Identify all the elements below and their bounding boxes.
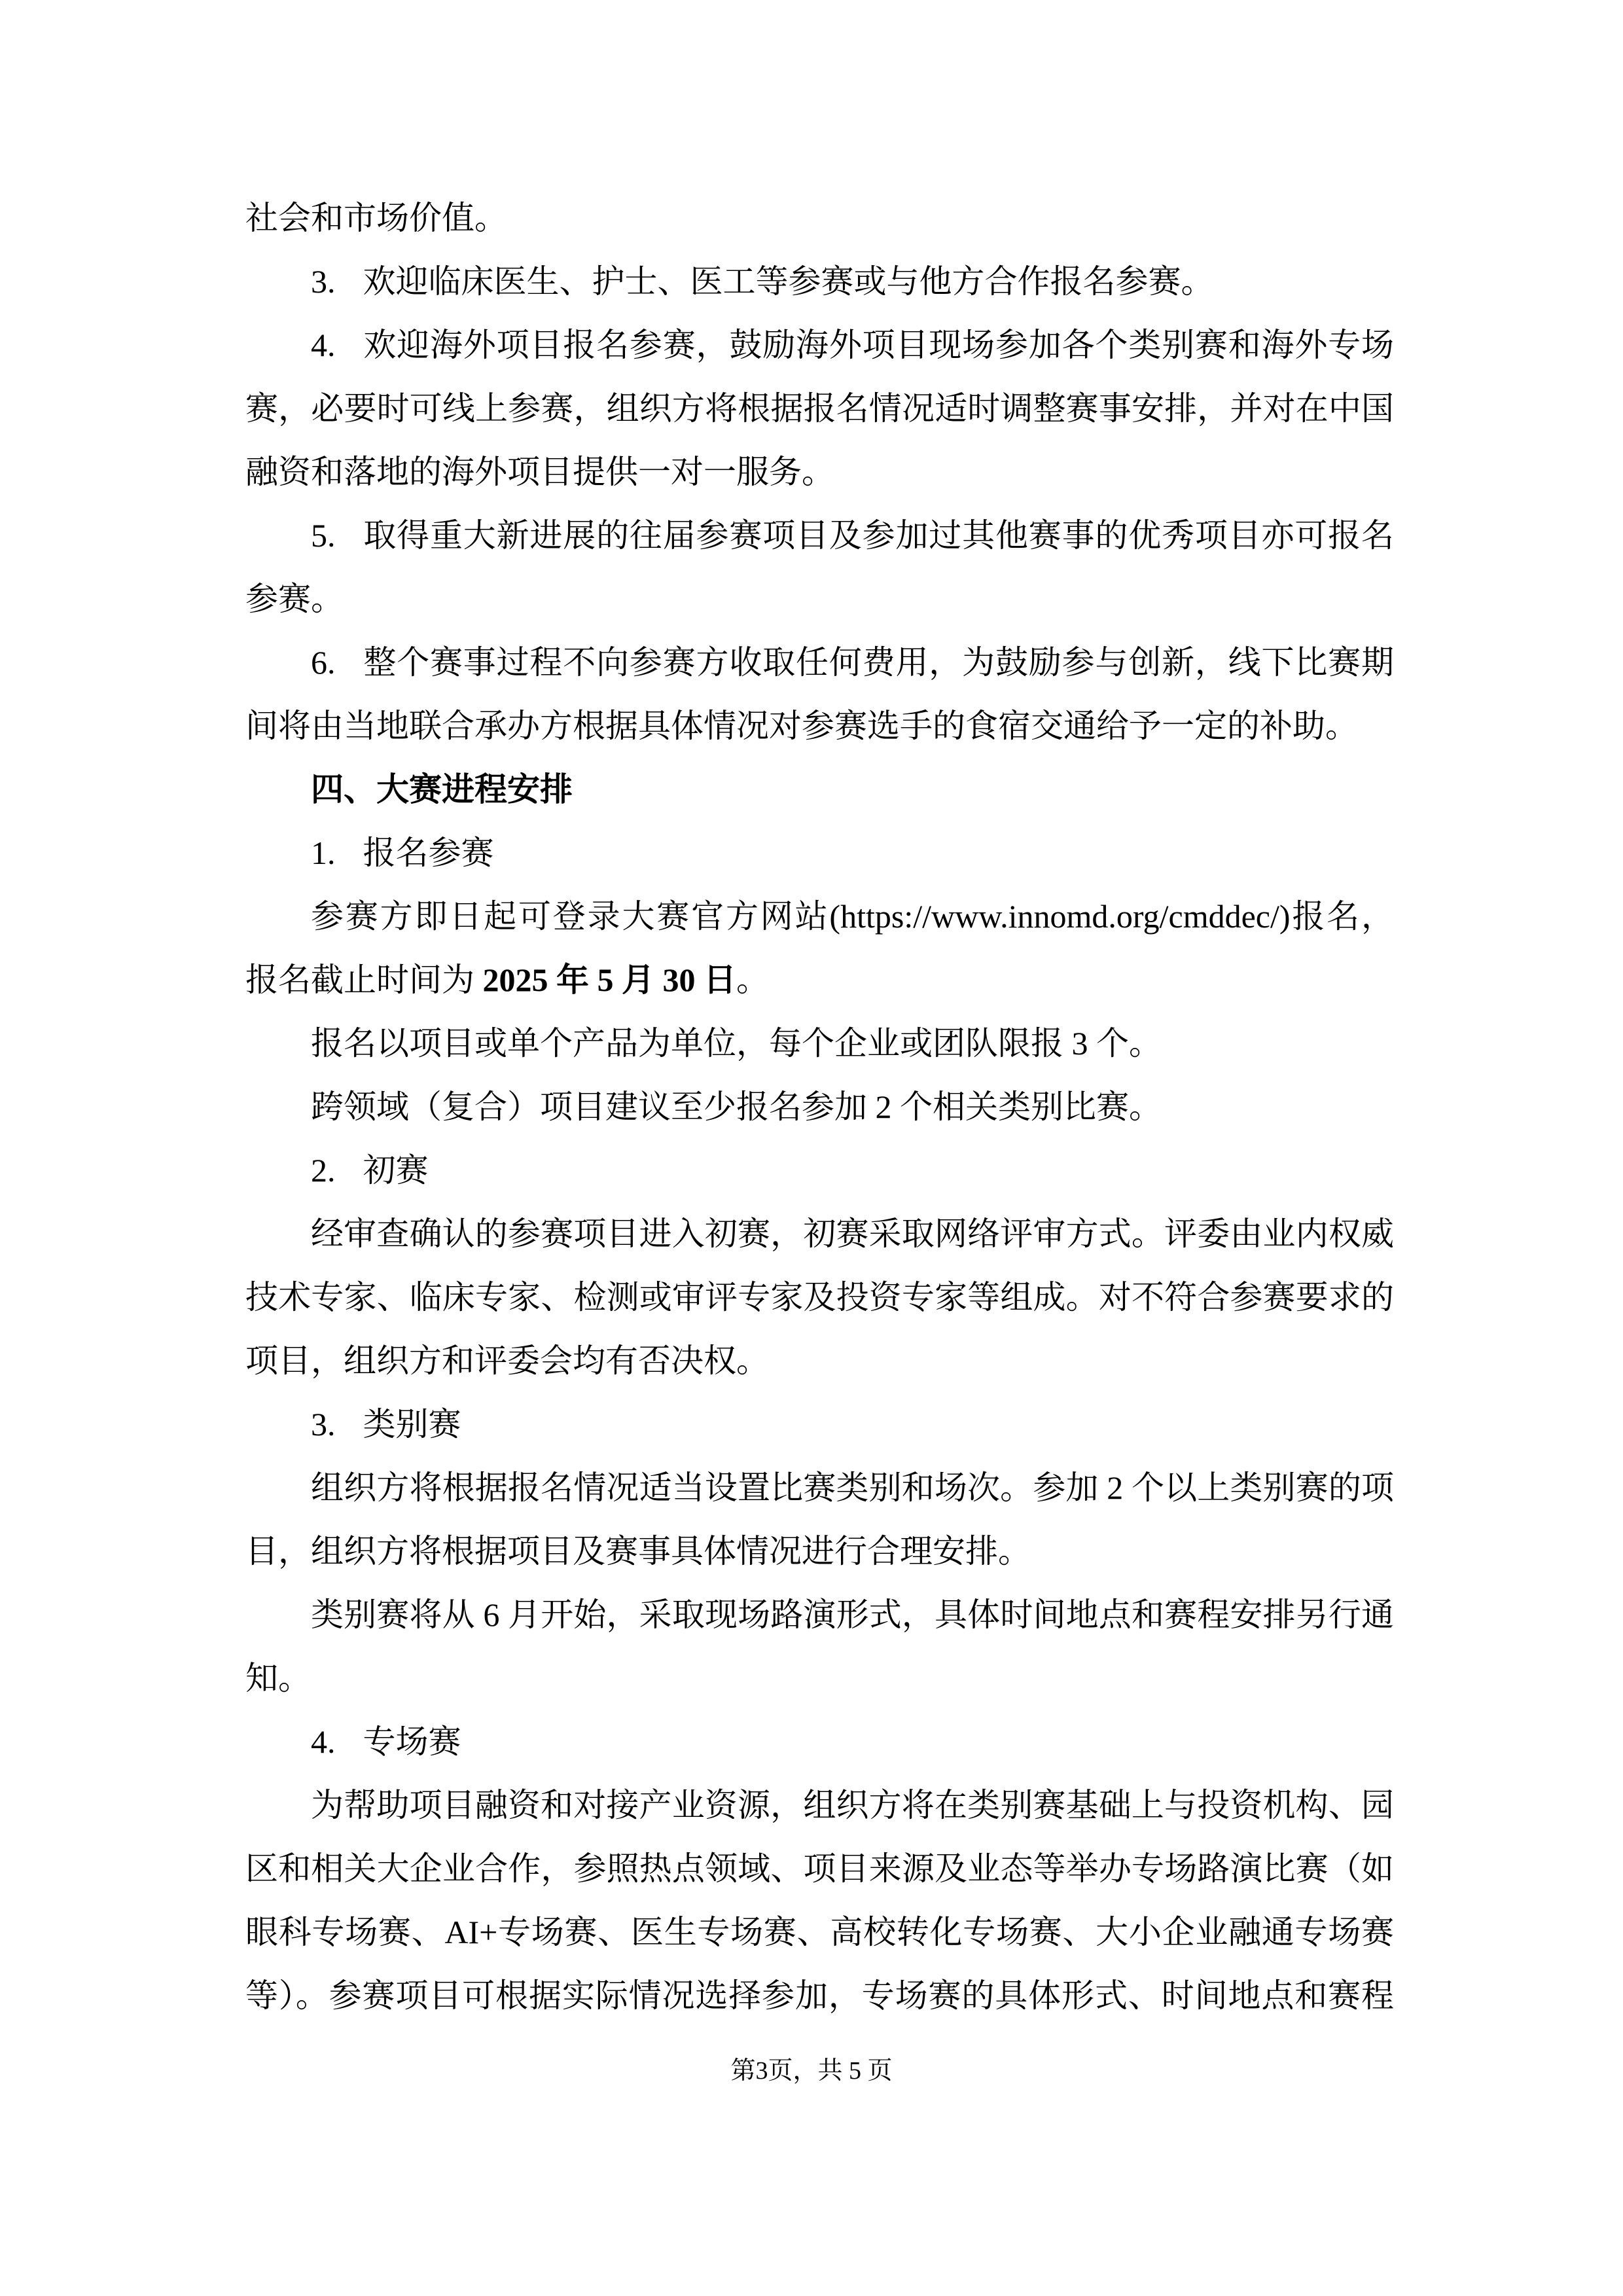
item-number: 6. — [311, 644, 336, 681]
body-line: 社会和市场价值。 — [245, 200, 507, 236]
deadline-prefix: 报名截止时间为 — [245, 961, 483, 998]
item-number: 1. — [311, 834, 336, 871]
body-line: 技术专家、临床专家、检测或审评专家及投资专家等组成。对不符合参赛要求的 — [245, 1279, 1394, 1316]
body-line: 报名以项目或单个产品为单位，每个企业或团队限报 3 个。 — [311, 1025, 1162, 1062]
numbered-item — [245, 504, 1394, 567]
item-text: 取得重大新进展的往届参赛项目及参加过其他赛事的优秀项目亦可报名 — [363, 517, 1394, 554]
item-text: 初赛 — [363, 1152, 429, 1189]
item-number: 5. — [311, 517, 336, 554]
item-text: 欢迎海外项目报名参赛，鼓励海外项目现场参加各个类别赛和海外专场 — [363, 327, 1394, 363]
numbered-subheading — [245, 821, 1394, 885]
body-line: 赛，必要时可线上参赛，组织方将根据报名情况适时调整赛事安排，并对在中国 — [245, 390, 1394, 427]
body-line: 组织方将根据报名情况适当设置比赛类别和场次。参加 2 个以上类别赛的项 — [311, 1469, 1394, 1506]
numbered-subheading — [245, 1139, 1394, 1202]
numbered-subheading — [245, 1710, 1394, 1774]
body-line: 间将由当地联合承办方根据具体情况对参赛选手的食宿交通给予一定的补助。 — [245, 708, 1358, 744]
body-line: 区和相关大企业合作，参照热点领域、项目来源及业态等举办专场路演比赛（如 — [245, 1850, 1394, 1887]
deadline-suffix: 。 — [736, 961, 769, 998]
deadline-date: 2025 年 5 月 30 日 — [482, 961, 736, 998]
numbered-item — [245, 631, 1394, 694]
body-line: 跨领域（复合）项目建议至少报名参加 2 个相关类别比赛。 — [311, 1088, 1162, 1125]
body-line: 等）。参赛项目可根据实际情况选择参加，专场赛的具体形式、时间地点和赛程 — [245, 1977, 1394, 2014]
item-number: 2. — [311, 1152, 336, 1189]
deadline-line — [245, 948, 1394, 1012]
body-line: 参赛。 — [245, 581, 344, 617]
body-line: 目，组织方将根据项目及赛事具体情况进行合理安排。 — [245, 1533, 1031, 1570]
body-line: 为帮助项目融资和对接产业资源，组织方将在类别赛基础上与投资机构、园 — [311, 1787, 1394, 1823]
body-line: 融资和落地的海外项目提供一对一服务。 — [245, 454, 834, 490]
numbered-subheading — [245, 1393, 1394, 1456]
body-line-with-url: 参赛方即日起可登录大赛官方网站(https://www.innomd.org/cmddec/)报名， — [311, 898, 1394, 935]
body-line: 经审查确认的参赛项目进入初赛，初赛采取网络评审方式。评委由业内权威 — [311, 1215, 1394, 1252]
body-line: 类别赛将从 6 月开始，采取现场路演形式，具体时间地点和赛程安排另行通 — [311, 1596, 1394, 1633]
item-number: 3. — [311, 1406, 336, 1443]
body-line: 知。 — [245, 1660, 311, 1696]
item-text: 类别赛 — [363, 1406, 461, 1443]
item-text: 欢迎临床医生、护士、医工等参赛或与他方合作报名参赛。 — [363, 263, 1214, 300]
body-line: 眼科专场赛、AI+专场赛、医生专场赛、高校转化专场赛、大小企业融通专场赛 — [245, 1914, 1394, 1950]
numbered-item — [245, 314, 1394, 377]
item-number: 4. — [311, 327, 336, 363]
item-number: 4. — [311, 1723, 336, 1760]
section-heading: 四、大赛进程安排 — [311, 771, 573, 808]
page-number-footer: 第3页，共 5 页 — [730, 2057, 893, 2085]
numbered-item — [245, 250, 1394, 314]
item-text: 专场赛 — [363, 1723, 461, 1760]
body-line: 项目，组织方和评委会均有否决权。 — [245, 1342, 769, 1379]
item-text: 报名参赛 — [363, 834, 494, 871]
item-number: 3. — [311, 263, 336, 300]
item-text: 整个赛事过程不向参赛方收取任何费用，为鼓励参与创新，线下比赛期 — [363, 644, 1394, 681]
